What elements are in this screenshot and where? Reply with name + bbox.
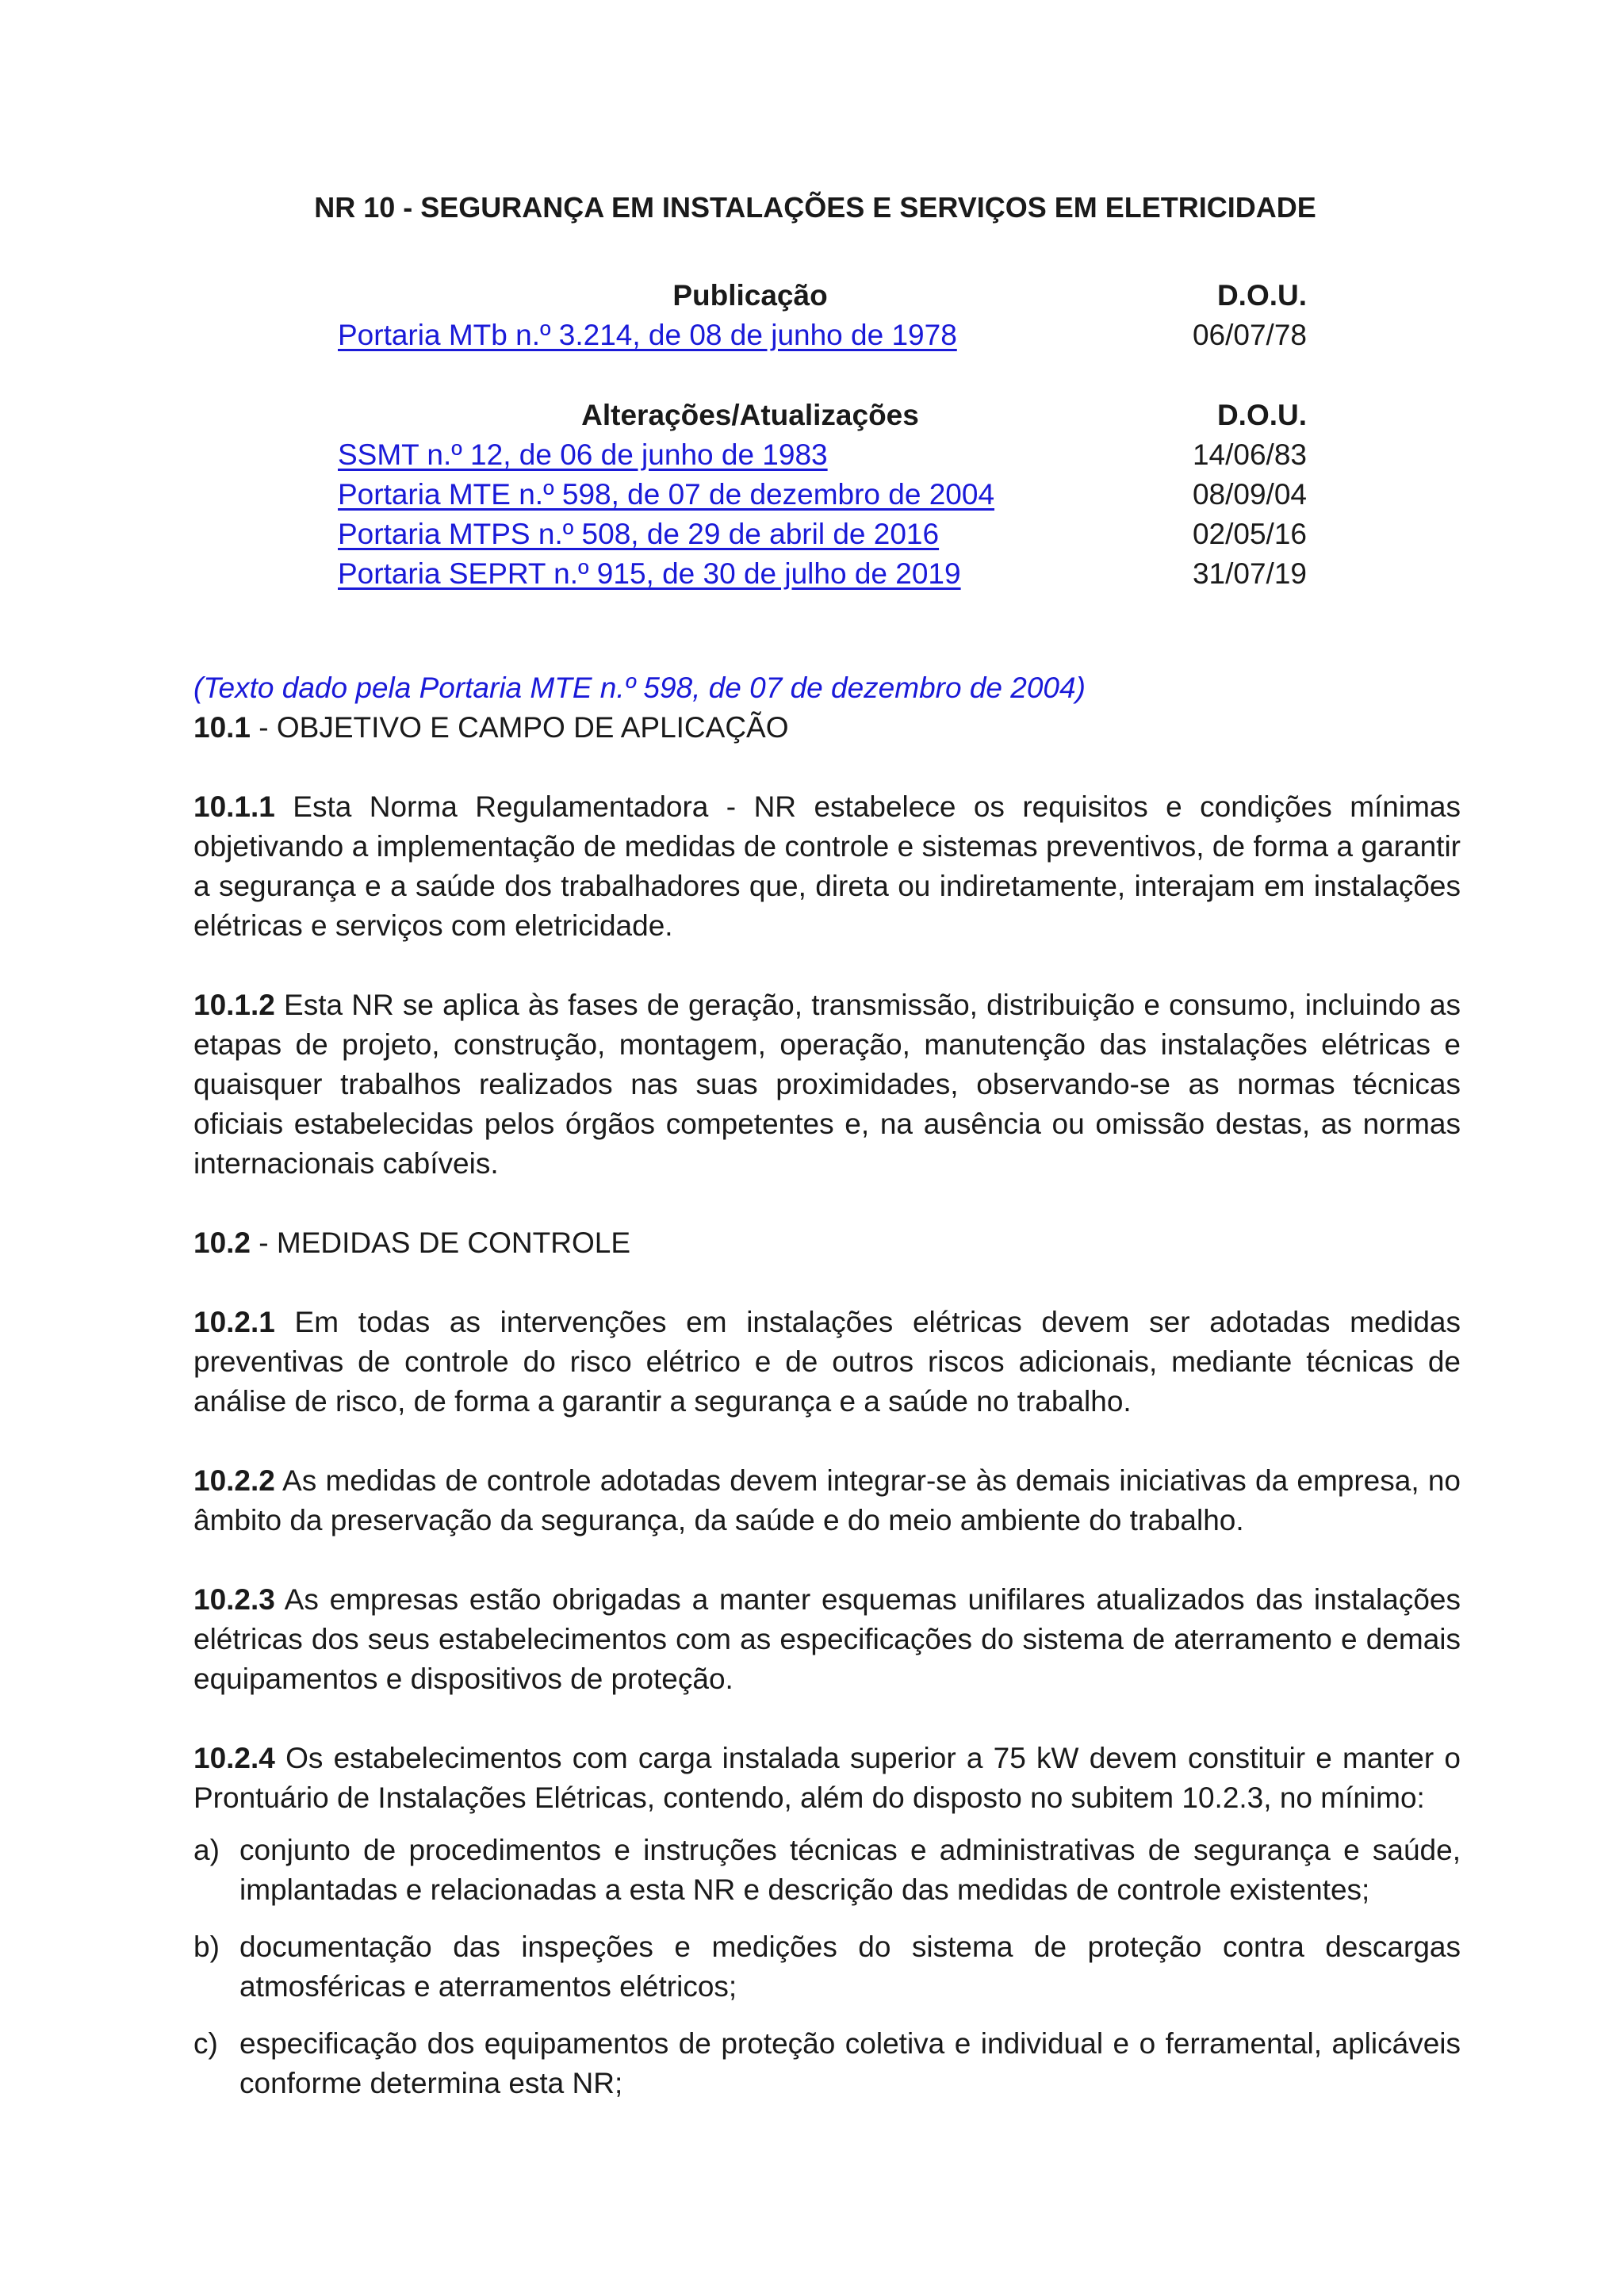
list-item <box>193 1831 1461 1910</box>
amendment-date: 02/05/16 <box>1192 518 1307 550</box>
amendment-row <box>338 554 1307 594</box>
amendments-table <box>338 396 1307 594</box>
publication-dou-header: D.O.U. <box>1216 279 1307 312</box>
section-paragraph <box>193 985 1461 1184</box>
amendment-date: 08/09/04 <box>1192 478 1307 511</box>
publication-table <box>338 276 1307 355</box>
section-paragraph <box>193 1739 1461 1818</box>
section-number: 10.1 <box>193 711 251 744</box>
publication-date: 06/07/78 <box>1192 319 1307 351</box>
publication-link[interactable]: Portaria MTb n.º 3.214, de 08 de junho de 1978 <box>338 319 957 351</box>
section-paragraph <box>193 787 1461 946</box>
publication-header <box>338 276 1307 316</box>
section-number: 10.2.2 <box>193 1464 275 1497</box>
amendment-row <box>338 435 1307 475</box>
list-text: documentação das inspeções e medições do sistema de proteção contra descargas atmosféricas e aterramentos elétricos; <box>239 1931 1461 2003</box>
publication-row <box>338 316 1307 355</box>
amendments-header <box>338 396 1307 435</box>
list-marker: b) <box>193 1931 220 1963</box>
section-text: Os estabelecimentos com carga instalada superior a 75 kW devem constituir e manter o Prontuário de Instalações Elétricas, contendo, além do disposto no subitem 10.2.3, no mínimo: <box>193 1742 1461 1814</box>
amendment-row <box>338 475 1307 515</box>
amendment-date: 14/06/83 <box>1192 438 1307 471</box>
amendments-dou-header: D.O.U. <box>1216 399 1307 431</box>
list-item <box>193 1927 1461 2007</box>
amendment-row <box>338 515 1307 554</box>
amendment-date: 31/07/19 <box>1192 557 1307 590</box>
section-number: 10.2.4 <box>193 1742 275 1774</box>
document-body <box>193 668 1461 2103</box>
list-item <box>193 2024 1461 2103</box>
section-text: - MEDIDAS DE CONTROLE <box>251 1226 631 1259</box>
section-number: 10.1.2 <box>193 989 275 1021</box>
amendment-link[interactable]: SSMT n.º 12, de 06 de junho de 1983 <box>338 438 828 471</box>
amendments-header-label: Alterações/Atualizações <box>581 399 919 431</box>
section-text: As medidas de controle adotadas devem integrar-se às demais iniciativas da empresa, no âmbito da preservação da segurança, da saúde e do meio ambiente do trabalho. <box>193 1464 1461 1536</box>
section-heading <box>193 708 1461 748</box>
amendment-link[interactable]: Portaria MTPS n.º 508, de 29 de abril de 2016 <box>338 518 940 550</box>
section-text: - OBJETIVO E CAMPO DE APLICAÇÃO <box>251 711 789 744</box>
section-number: 10.1.1 <box>193 790 275 823</box>
section-paragraph <box>193 1580 1461 1699</box>
list-text: especificação dos equipamentos de proteção coletiva e individual e o ferramental, aplicáveis conforme determina esta NR; <box>239 2027 1461 2099</box>
section-text: Esta Norma Regulamentadora - NR estabelece os requisitos e condições mínimas objetivando a implementação de medidas de controle e sistemas preventivos, de forma a garantir a segurança e a saúde dos trabalhadores que, direta ou indiretamente, interajam em instalações elétricas e serviços com eletricidade. <box>193 790 1461 942</box>
document-title: NR 10 - SEGURANÇA EM INSTALAÇÕES E SERVIÇOS EM ELETRICIDADE <box>314 191 1316 224</box>
section-paragraph <box>193 1461 1461 1540</box>
list-text: conjunto de procedimentos e instruções técnicas e administrativas de segurança e saúde, implantadas e relacionadas a esta NR e descrição das medidas de controle existentes; <box>239 1834 1461 1906</box>
section-number: 10.2.3 <box>193 1583 275 1616</box>
list-marker: a) <box>193 1834 220 1866</box>
amendment-link[interactable]: Portaria MTE n.º 598, de 07 de dezembro de 2004 <box>338 478 995 511</box>
section-number: 10.2.1 <box>193 1306 275 1338</box>
section-heading <box>193 1223 1461 1263</box>
publication-header-label: Publicação <box>672 279 828 312</box>
section-text: As empresas estão obrigadas a manter esquemas unifilares atualizados das instalações elétricas dos seus estabelecimentos com as especificações do sistema de aterramento e demais equipamentos e dispositivos de proteção. <box>193 1583 1461 1695</box>
text-source-note: (Texto dado pela Portaria MTE n.º 598, de 07 de dezembro de 2004) <box>193 672 1086 704</box>
list-marker: c) <box>193 2027 218 2060</box>
amendment-link[interactable]: Portaria SEPRT n.º 915, de 30 de julho de 2019 <box>338 557 961 590</box>
section-number: 10.2 <box>193 1226 251 1259</box>
section-text: Em todas as intervenções em instalações elétricas devem ser adotadas medidas preventivas de controle do risco elétrico e de outros riscos adicionais, mediante técnicas de análise de risco, de forma a garantir a segurança e a saúde no trabalho. <box>193 1306 1461 1418</box>
section-paragraph <box>193 1303 1461 1422</box>
section-text: Esta NR se aplica às fases de geração, transmissão, distribuição e consumo, incluindo as etapas de projeto, construção, montagem, operação, manutenção das instalações elétricas e quaisquer trabalhos realizados nas suas proximidades, observando-se as normas técnicas oficiais estabelecidas pelos órgãos competentes e, na ausência ou omissão destas, as normas internacionais cabíveis. <box>193 989 1461 1180</box>
